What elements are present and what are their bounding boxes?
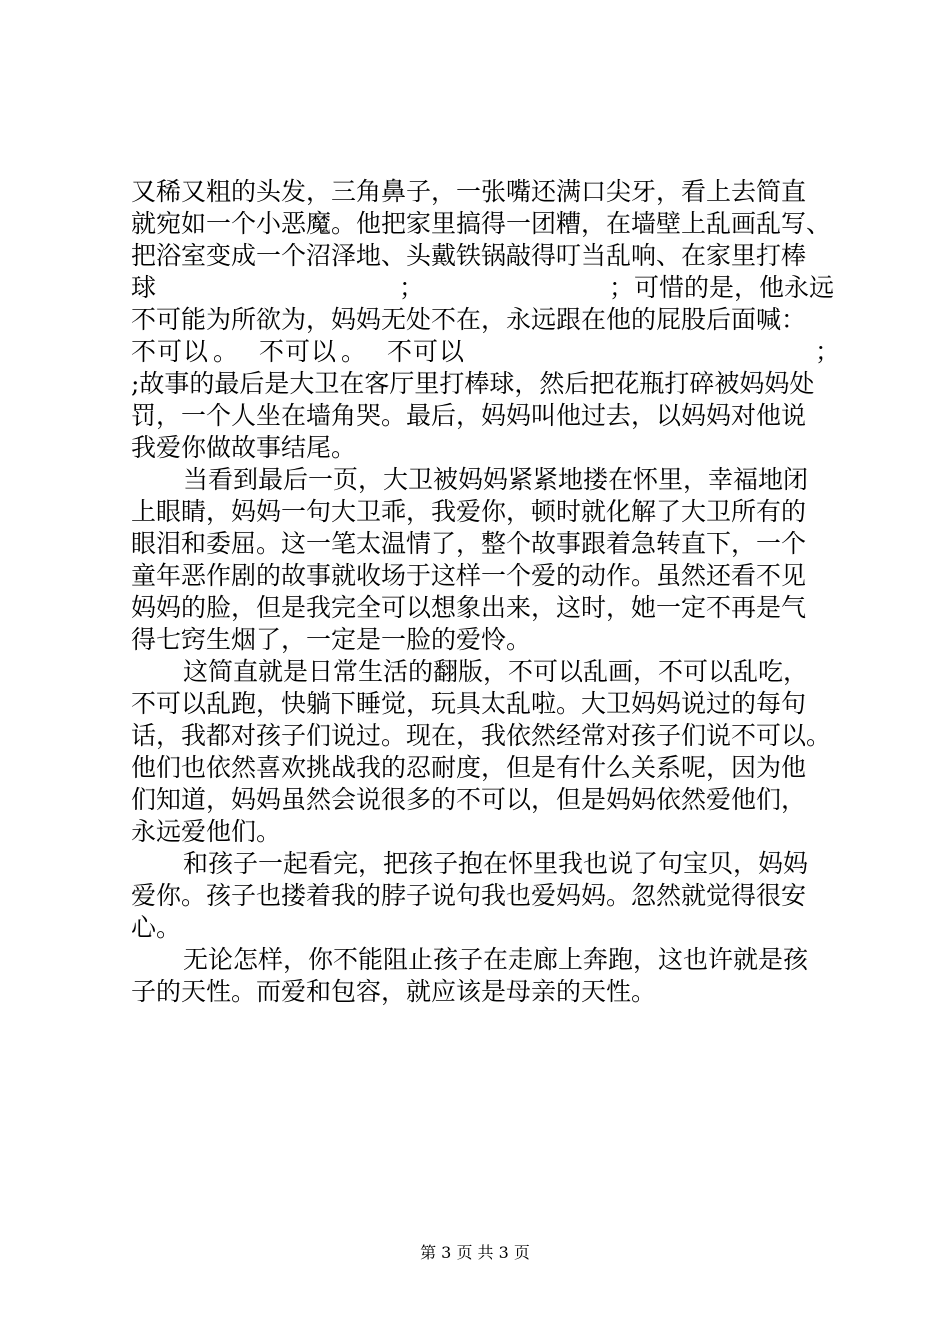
text-line: 又稀又粗的头发，三角鼻子，一张嘴还满口尖牙，看上去简直 xyxy=(131,177,807,206)
gap-text-right: ；可惜的是，他永远 xyxy=(609,273,835,302)
text-line: 上眼睛，妈妈一句大卫乖，我爱你，顿时就化解了大卫所有的 xyxy=(131,497,807,526)
text-line: 不可能为所欲为，妈妈无处不在，永远跟在他的屁股后面喊： xyxy=(131,305,807,334)
text-line: 把浴室变成一个沼泽地、头戴铁锅敲得叮当乱响、在家里打棒 xyxy=(131,241,807,270)
spaced-char: 以 xyxy=(183,337,209,366)
spaced-char: 以 xyxy=(311,337,337,366)
text-line: 子的天性。而爱和包容，就应该是母亲的天性。 xyxy=(131,977,657,1006)
gap-text-left: 球 xyxy=(131,273,157,302)
text-line: 妈妈的脸，但是我完全可以想象出来，这时，她一定不再是气 xyxy=(131,593,807,622)
text-line-spaced xyxy=(131,336,841,368)
text-line: 童年恶作剧的故事就收场于这样一个爱的动作。虽然还看不见 xyxy=(131,561,807,590)
text-line: 我爱你做故事结尾。 xyxy=(131,433,357,462)
paragraph-first-line: 这简直就是日常生活的翻版，不可以乱画，不可以乱吃， xyxy=(183,657,809,686)
text-line: 心。 xyxy=(131,913,182,942)
paragraph-first-line: 和孩子一起看完，把孩子抱在怀里我也说了句宝贝，妈妈 xyxy=(183,849,809,878)
text-line: 罚，一个人坐在墙角哭。最后，妈妈叫他过去，以妈妈对他说 xyxy=(131,401,807,430)
text-line: 们知道，妈妈虽然会说很多的不可以，但是妈妈依然爱他们， xyxy=(131,785,807,814)
gap-text-middle: ； xyxy=(399,273,425,302)
paragraph-first-line: 无论怎样，你不能阻止孩子在走廊上奔跑，这也许就是孩 xyxy=(183,945,809,974)
text-line: 永远爱他们。 xyxy=(131,817,282,846)
paragraph-first-line: 当看到最后一页，大卫被妈妈紧紧地搂在怀里，幸福地闭 xyxy=(183,465,809,494)
spaced-char: 以 xyxy=(439,337,465,366)
text-line: 话，我都对孩子们说过。现在，我依然经常对孩子们说不可以。 xyxy=(131,721,832,750)
spaced-char: 。 xyxy=(213,337,239,366)
text-line: 爱你。孩子也搂着我的脖子说句我也爱妈妈。忽然就觉得很安 xyxy=(131,881,807,910)
text-line: 不可以乱跑，快躺下睡觉，玩具太乱啦。大卫妈妈说过的每句 xyxy=(131,689,807,718)
text-line-with-gap xyxy=(131,272,835,304)
spaced-char: 不 xyxy=(259,337,285,366)
text-line: ;故事的最后是大卫在客厅里打棒球，然后把花瓶打碎被妈妈处 xyxy=(131,369,815,398)
spaced-char: 可 xyxy=(285,337,311,366)
page-footer: 第 3 页 共 3 页 xyxy=(420,1243,530,1262)
spaced-char-end: ； xyxy=(815,337,841,366)
text-line: 得七窍生烟了，一定是一脸的爱怜。 xyxy=(131,625,532,654)
spaced-char: 可 xyxy=(413,337,439,366)
spaced-char: 。 xyxy=(341,337,367,366)
spaced-char: 可 xyxy=(157,337,183,366)
spaced-char: 不 xyxy=(131,337,157,366)
spaced-char: 不 xyxy=(387,337,413,366)
text-line: 就宛如一个小恶魔。他把家里搞得一团糟，在墙壁上乱画乱写、 xyxy=(131,209,832,238)
text-line: 他们也依然喜欢挑战我的忍耐度，但是有什么关系呢，因为他 xyxy=(131,753,807,782)
text-line: 眼泪和委屈。这一笔太温情了，整个故事跟着急转直下，一个 xyxy=(131,529,807,558)
